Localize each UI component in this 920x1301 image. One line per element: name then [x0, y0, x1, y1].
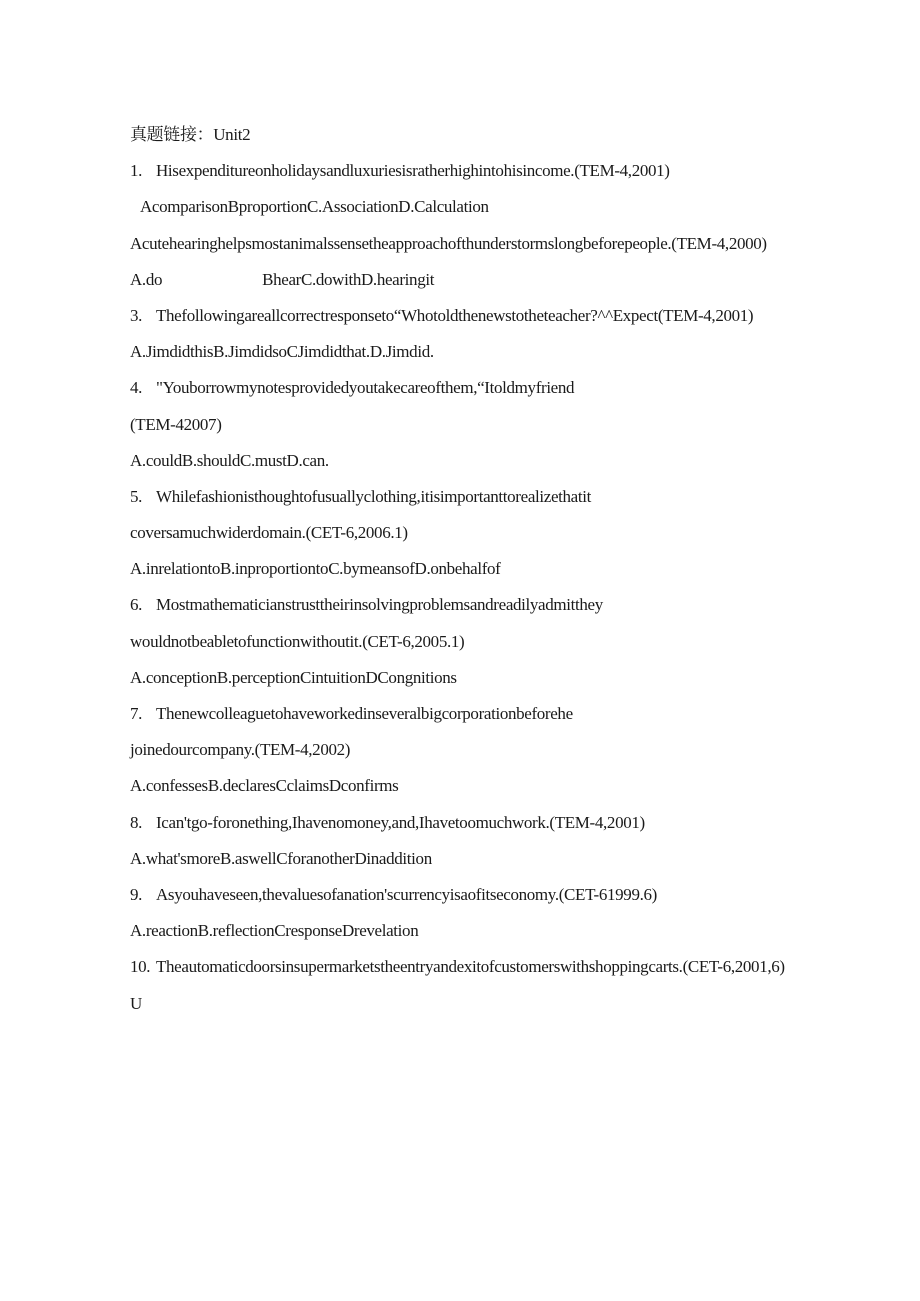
question-text: Asyouhaveseen,thevaluesofanation'scurrencyisaofitseconomy.(CET-61999.6): [156, 884, 657, 904]
question-8: [130, 805, 790, 841]
question-source: (TEM-42007): [130, 414, 222, 434]
question-number: 3.: [130, 305, 143, 325]
question-text: Hisexpenditureonholidaysandluxuriesisratherhighintohisincome.(TEM-4,2001): [156, 161, 670, 181]
answer-options: [130, 262, 790, 298]
question-text: Thenewcolleaguetohaveworkedinseveralbigcorporationbeforehe: [156, 704, 573, 724]
answer-options: AcomparisonBproportionC.AssociationD.Calculation: [140, 197, 489, 217]
question-6: [130, 587, 790, 623]
answer-options: A.couldB.shouldC.mustD.can.: [130, 450, 329, 470]
question-10: [130, 949, 790, 1021]
question-4: [130, 370, 790, 406]
answer-options: A.JimdidthisB.JimdidsoCJimdidthat.D.Jimdid.: [130, 342, 434, 362]
question-text: Ican'tgo-foronething,Ihavenomoney,and,Ihavetoomuchwork.(TEM-4,2001): [156, 812, 645, 832]
answer-options: A.conceptionB.perceptionCintuitionDCongnitions: [130, 667, 457, 687]
question-number: 10.: [130, 957, 151, 977]
question-5: [130, 479, 790, 515]
section-heading: 真题链接：Unit2: [130, 125, 251, 144]
question-7: [130, 696, 790, 732]
question-text: Theautomaticdoorsinsupermarketstheentryandexitofcustomerswithshoppingcarts.(CET-6,2001,6)U: [130, 957, 785, 1013]
question-number: 7.: [130, 704, 143, 724]
option-a: A.do: [130, 269, 163, 289]
question-2: Acutehearinghelpsmostanimalssensetheapproachofthunderstormslongbeforepeople.(TEM-4,2000): [130, 233, 767, 253]
question-text: "Youborrowmynotesprovidedyoutakecareofthem,“Itoldmyfriend: [156, 378, 575, 398]
answer-options: A.reactionB.reflectionCresponseDrevelation: [130, 921, 419, 941]
answer-options: A.inrelationtoB.inproportiontoC.bymeansofD.onbehalfof: [130, 559, 501, 579]
question-number: 5.: [130, 486, 143, 506]
question-3: [130, 298, 790, 334]
question-1: [130, 153, 790, 189]
answer-options: A.confessesB.declaresCclaimsDconfirms: [130, 776, 399, 796]
question-continuation: wouldnotbeabletofunctionwithoutit.(CET-6,2005.1): [130, 631, 465, 651]
document-page: [130, 117, 790, 1022]
question-continuation: coversamuchwiderdomain.(CET-6,2006.1): [130, 523, 408, 543]
question-number: 8.: [130, 812, 143, 832]
question-continuation: joinedourcompany.(TEM-4,2002): [130, 740, 351, 760]
options-rest: BhearC.dowithD.hearingit: [262, 269, 435, 289]
answer-options: A.what'smoreB.aswellCforanotherDinaddition: [130, 848, 432, 868]
question-number: 6.: [130, 595, 143, 615]
question-number: 1.: [130, 161, 143, 181]
question-text: Mostmathematicianstrusttheirinsolvingproblemsandreadilyadmitthey: [156, 595, 603, 615]
question-text: Thefollowingareallcorrectresponseto“Whotoldthenewstotheteacher?^^Expect(TEM-4,2001): [156, 305, 754, 325]
question-number: 9.: [130, 884, 143, 904]
question-text: Whilefashionisthoughtofusuallyclothing,itisimportanttorealizethatit: [156, 486, 591, 506]
question-number: 4.: [130, 378, 143, 398]
question-9: [130, 877, 790, 913]
